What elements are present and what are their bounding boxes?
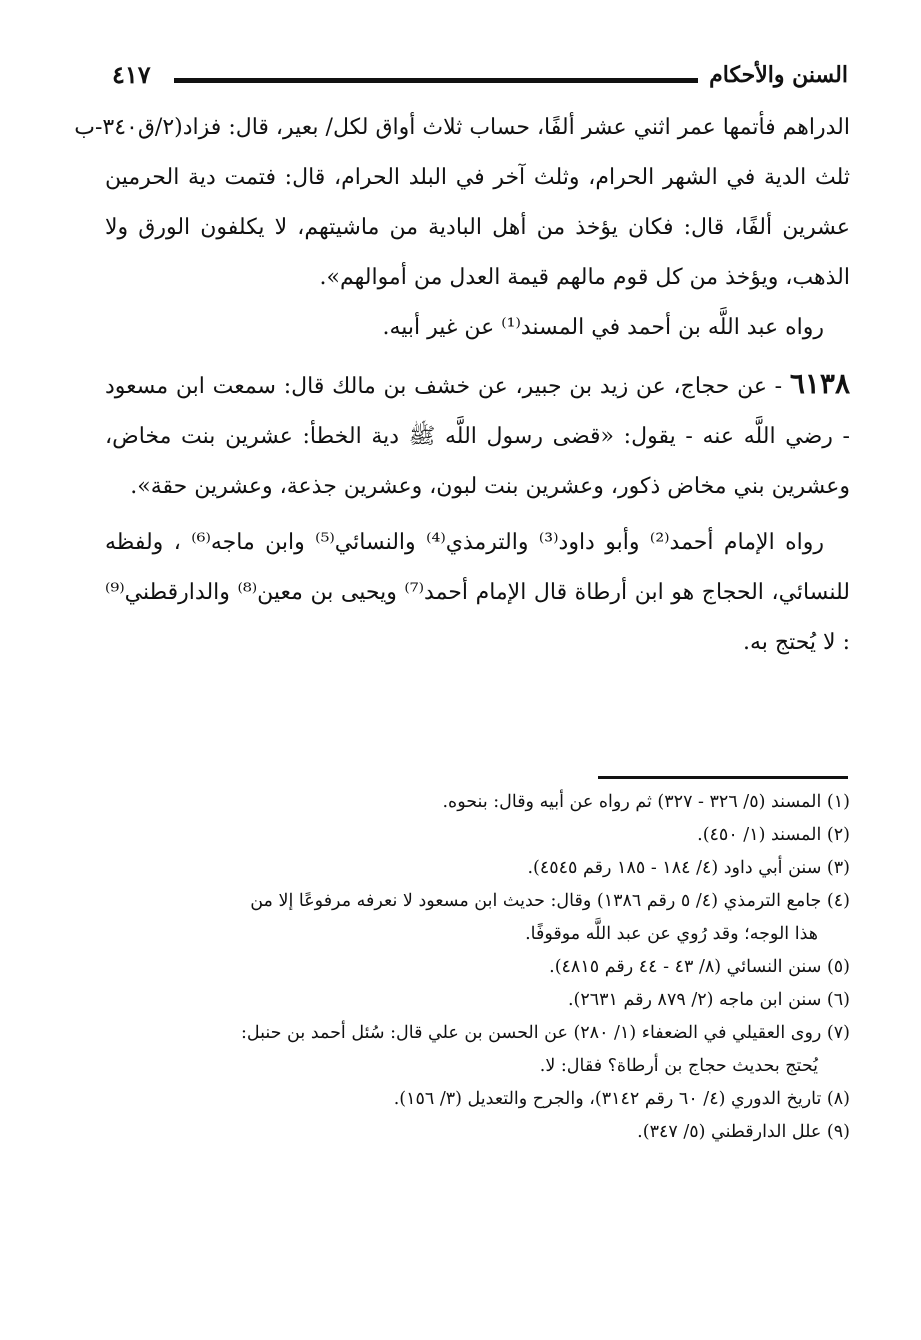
- footnote-item: (٣) سنن أبي داود (٤/ ١٨٤ - ١٨٥ رقم ٤٥٤٥).: [527, 858, 850, 878]
- paragraph-sources: رواه الإمام أحمد⁽²⁾ وأبو داود⁽³⁾ والترمذي⁽⁴⁾ والنسائي⁽⁵⁾ وابن ماجه⁽⁶⁾ ، ولفظه للنسائي، الحجاج هو ابن أرطاة قال الإمام أحمد⁽⁷⁾ ويحيى بن معين⁽⁸⁾ والدارقطني⁽⁹⁾ : لا يُحتج به.: [105, 530, 850, 655]
- footnote-item: (٧) روى العقيلي في الضعفاء (١/ ٢٨٠) عن الحسن بن علي قال: سُئل أحمد بن حنبل:: [240, 1023, 850, 1043]
- paragraph-attribution: رواه عبد اللَّه بن أحمد في المسند⁽¹⁾ عن غير أبيه.: [382, 315, 824, 340]
- footnote-item: (٨) تاريخ الدوري (٤/ ٦٠ رقم ٣١٤٢)، والجرح والتعديل (٣/ ١٥٦).: [393, 1089, 850, 1109]
- hadith-text: - عن حجاج، عن زيد بن جبير، عن خشف بن مالك قال: سمعت ابن مسعود - رضي اللَّه عنه - يقول: «قضى رسول اللَّه ﷺ دية الخطأ: عشرين بنت مخاض، وعشرين بني مخاض ذكور، وعشرين بنت لبون، وعشرين جذعة، وعشرين حقة».: [105, 374, 850, 499]
- footnote-item-continuation: هذا الوجه؛ وقد رُوي عن عبد اللَّه موقوفًا.: [525, 924, 818, 944]
- footnote-item: (٩) علل الدارقطني (٥/ ٣٤٧).: [637, 1122, 850, 1142]
- footnote-item: (١) المسند (٥/ ٣٢٦ - ٣٢٧) ثم رواه عن أبيه وقال: بنحوه.: [442, 792, 850, 812]
- paragraph-continuation: ثلث الدية في الشهر الحرام، وثلث آخر في البلد الحرام، قال: فتمت دية الحرمين عشرين ألفًا، قال: فكان يؤخذ من أهل البادية من ماشيتهم، لا يكلفون الورق ولا الذهب، ويؤخذ من كل قوم مالهم قيمة العدل من أموالهم».: [105, 165, 850, 290]
- footnote-item: (٤) جامع الترمذي (٤/ ٥ رقم ١٣٨٦) وقال: حديث ابن مسعود لا نعرفه مرفوعًا إلا من: [250, 891, 850, 911]
- running-title: السنن والأحكام: [709, 62, 848, 88]
- footnotes: [110, 786, 850, 1149]
- footnote-item-continuation: يُحتج بحديث حجاج بن أرطاة؟ فقال: لا.: [539, 1056, 818, 1076]
- page-header: [112, 58, 848, 92]
- page-number: ٤١٧: [112, 60, 151, 89]
- header-rule: [174, 78, 698, 83]
- footnote-item: (٥) سنن النسائي (٨/ ٤٣ - ٤٤ رقم ٤٨١٥).: [549, 957, 850, 977]
- main-text: [74, 103, 850, 668]
- hadith-paragraph: [105, 359, 850, 512]
- hadith-number: ٦١٣٨: [789, 367, 850, 400]
- footnote-item: (٦) سنن ابن ماجه (٢/ ٨٧٩ رقم ٢٦٣١).: [567, 990, 850, 1010]
- paragraph-continuation-first-line: الدراهم فأتمها عمر اثني عشر ألفًا، حساب ثلاث أواق لكل/ بعير، قال: فزاد(٢/ق٣٤٠-ب: [74, 115, 850, 140]
- footnote-item: (٢) المسند (١/ ٤٥٠).: [697, 825, 850, 845]
- footnote-separator: [598, 776, 848, 779]
